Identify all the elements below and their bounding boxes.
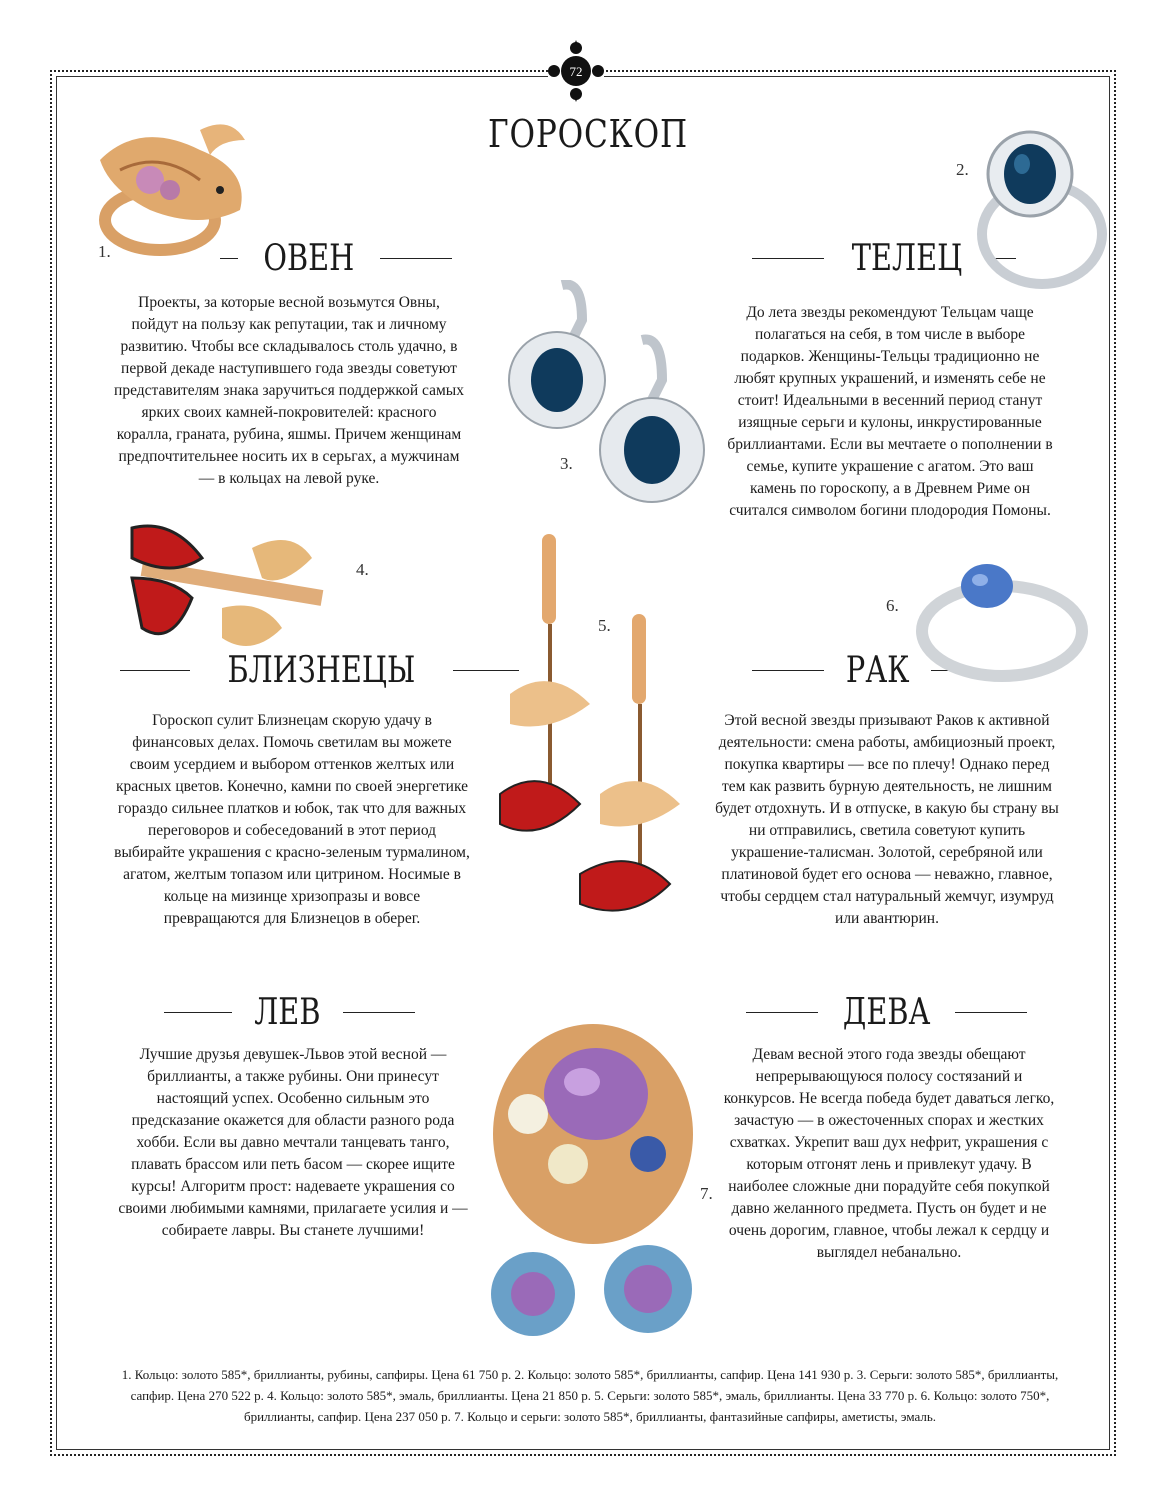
heading-rule: [343, 1012, 415, 1013]
heading-rule: [752, 670, 824, 671]
page-number-badge: [548, 40, 604, 102]
page-number: 72: [569, 64, 583, 79]
sign-heading-virgo: [746, 992, 1027, 1033]
blue-sapphire-ring-image: [912, 546, 1092, 686]
sign-name: РАК: [845, 650, 910, 691]
item-number-6: 6.: [886, 596, 899, 615]
page-title: ГОРОСКОП: [488, 112, 688, 156]
heading-rule: [380, 258, 452, 259]
sign-name: ДЕВА: [842, 992, 931, 1033]
sign-text-aries: Проекты, за которые весной возьмутся Овны, пойдут на пользу как репутации, так и личному развитию. Чтобы все складывалось столь удачно, в первой декаде наступившего года звезды советуют представителям знака заручиться поддержкой самых ярких своих камней-покровителей: красного коралла, граната, рубина, яшмы. Причем женщинам предпочтительнее носить их в серьгах, а мужчинам — в кольцах на левой руке.: [114, 294, 464, 487]
item-number-5: 5.: [598, 616, 611, 635]
heading-rule: [120, 670, 190, 671]
sign-name: БЛИЗНЕЦЫ: [227, 650, 416, 691]
sign-heading-leo: [164, 992, 415, 1033]
butterfly-earrings-image: [490, 534, 690, 934]
sign-text-cancer: Этой весной звезды призывают Раков к активной деятельности: смена работы, амбициозный проект, покупка квартиры — все по плечу! Однако перед тем как развить бурную деятельность, не лишним будет отдохнуть. И в отпуске, в какую бы страну вы ни отправились, светила советуют купить украшение-талисман. Золотой, серебряной или платиновой будет его основа — неважно, главное, чтобы сердцем стал натуральный жемчуг, изумруд или авантюрин.: [715, 712, 1059, 927]
item-number-3: 3.: [560, 454, 573, 473]
sign-text-taurus: До лета звезды рекомендуют Тельцам чаще полагаться на себя, в том числе в выборе подарков. Женщины-Тельцы традиционно не любят крупных украшений, и изменять себе не стоит! Идеальными в весенний период станут изящные серьги и кулоны, инкрустированные бриллиантами. Если вы мечтаете о пополнении в семье, купите украшение с агатом. Это ваш камень по гороскопу, а в Древнем Риме он считался символом богини плодородия Помоны.: [727, 304, 1053, 519]
sapphire-earrings-image: [502, 280, 712, 520]
item-number-1: 1.: [98, 242, 111, 261]
heading-rule: [752, 258, 824, 259]
sapphire-ring-image: [952, 124, 1112, 294]
sign-text-leo: Лучшие друзья девушек-Львов этой весной — бриллианты, а также рубины. Они принесут настоящий успех. Особенно сильным это предсказание окажется для области разного рода хобби. Если вы давно мечтали танцевать танго, плавать брассом или петь басом — скорее ищите курсы! Алгоритм прост: надеваете украшения со своими любимыми камнями, прилагаете усилия и — собираете лавры. Вы станете лучшими!: [118, 1046, 468, 1239]
butterfly-ring-image: [112, 518, 342, 658]
heading-rule: [746, 1012, 818, 1013]
gold-fish-ring-image: [80, 110, 260, 260]
sign-name: ОВЕН: [263, 238, 355, 279]
heading-rule: [955, 1012, 1027, 1013]
sign-text-virgo: Девам весной этого года звезды обещают непрерывающуюся полосу состязаний и конкурсов. Не всегда победа будет даваться легко, зачастую — в ожесточенных спорах и жестких схватках. Укрепит ваш дух нефрит, украшения с которым отгонят лень и привлекут удачу. В наиболее сложные дни порадуйте себя покупкой давно желанного предмета. Пусть он будет и не очень дорогим, главное, чтобы лежал к сердцу и выглядел небанально.: [723, 1046, 1055, 1261]
amethyst-ring-and-earrings-image: [478, 1004, 708, 1344]
item-number-2: 2.: [956, 160, 969, 179]
price-caption: 1. Кольцо: золото 585*, бриллианты, рубины, сапфиры. Цена 61 750 р. 2. Кольцо: золото 585*, бриллианты, сапфир. Цена 141 930 р. 3. Серьги: золото 585*, бриллианты, сапфир. Цена 270 522 р. 4. Кольцо: золото 585*, эмаль, бриллианты. Цена 21 850 р. 5. Серьги: золото 585*, эмаль, бриллианты. Цена 33 770 р. 6. Кольцо: золото 750*, бриллианты, сапфир. Цена 237 050 р. 7. Кольцо и серьги: золото 585*, бриллианты, фантазийные сапфиры, аметисты, эмаль.: [121, 1367, 1059, 1424]
heading-rule: [164, 1012, 232, 1013]
item-number-7: 7.: [700, 1184, 713, 1203]
sign-name: ТЕЛЕЦ: [851, 238, 963, 279]
item-number-4: 4.: [356, 560, 369, 579]
sign-name: ЛЕВ: [254, 992, 321, 1033]
sign-text-gemini: Гороскоп сулит Близнецам скорую удачу в финансовых делах. Помочь светилам вы можете своим усердием и выбором оттенков желтых или красных цветов. Конечно, камни по своей энергетике гораздо сильнее платков и юбок, так что для важных переговоров и собеседований в этот период выбирайте украшения с красно-зеленым турмалином, агатом, желтым топазом или цитрином. Носимые в кольце на мизинце хризопразы и вовсе превращаются для Близнецов в оберег.: [114, 712, 470, 927]
